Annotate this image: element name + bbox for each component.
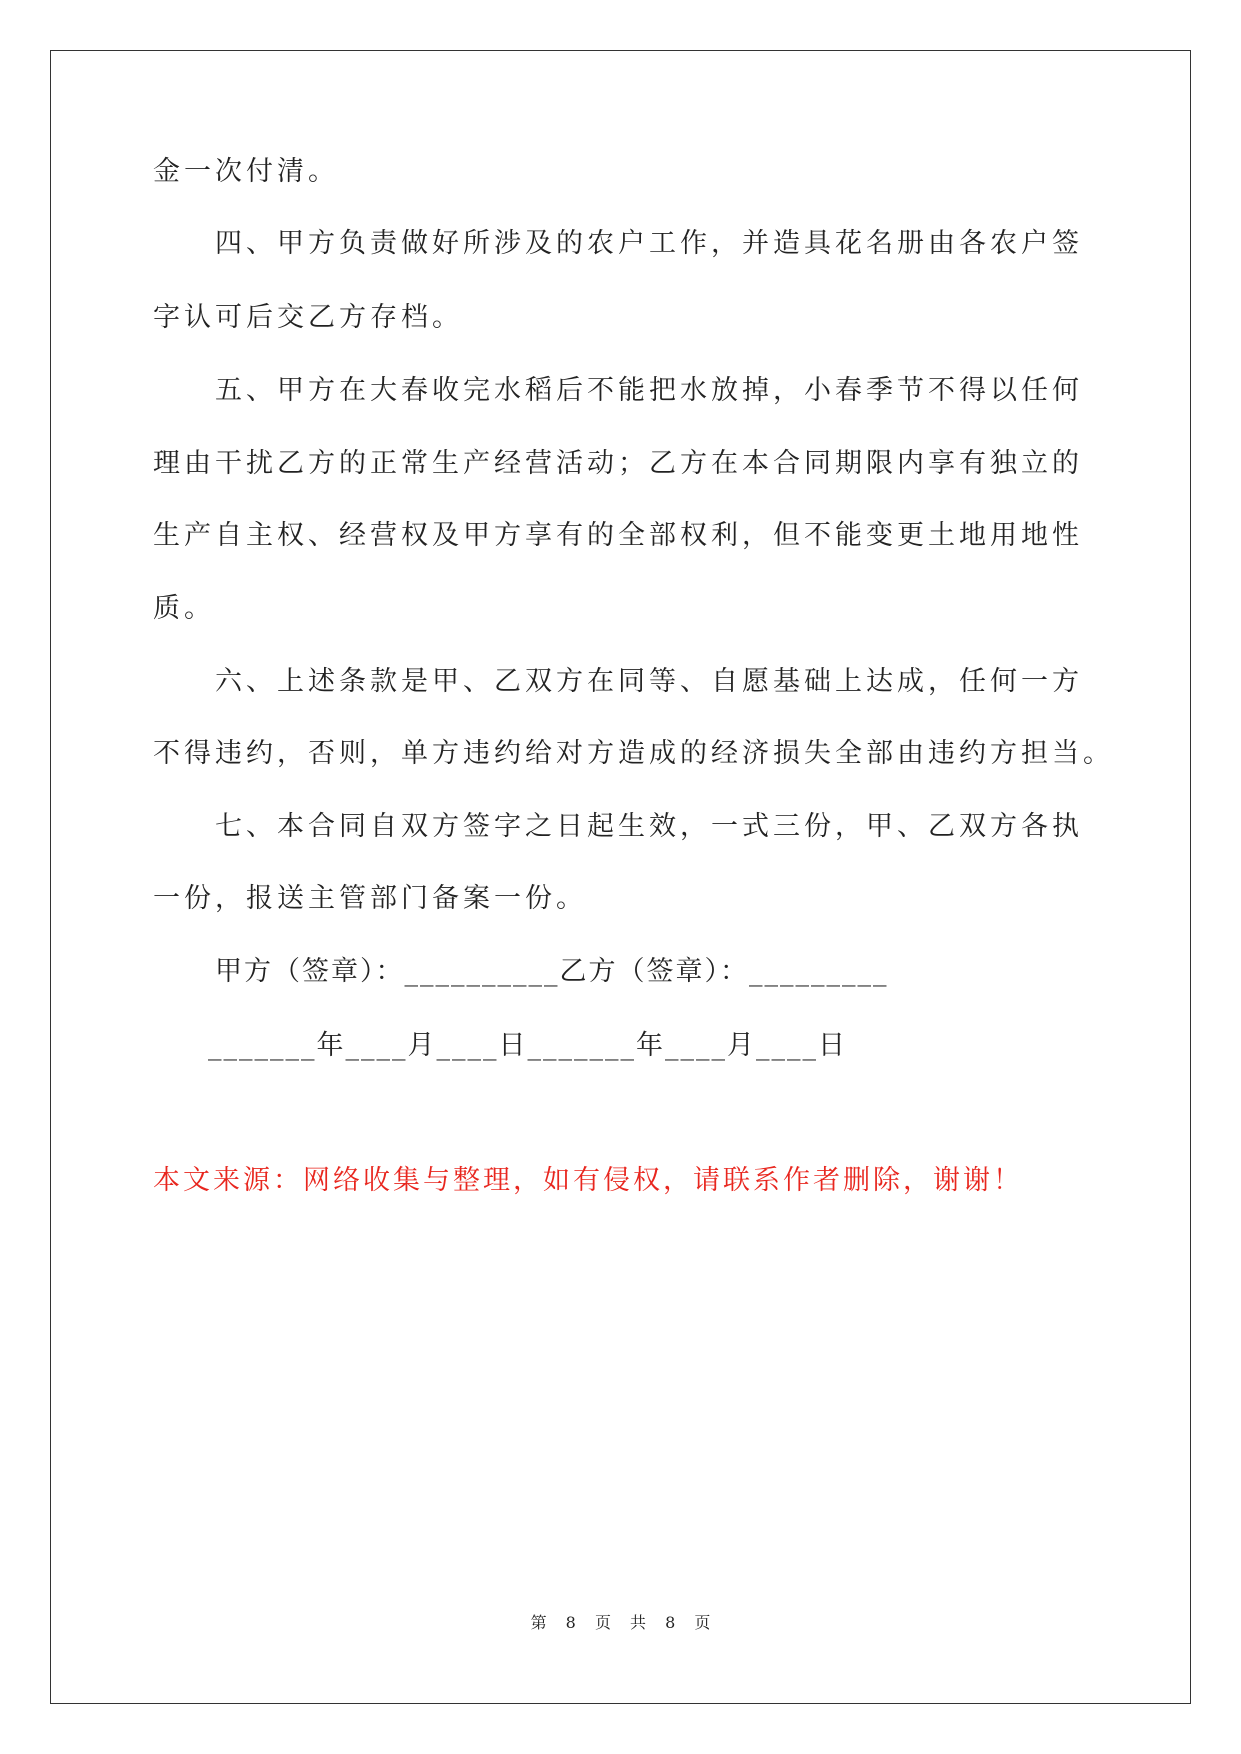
page-border	[50, 50, 1191, 1704]
clause-seven-line: 一份，报送主管部门备案一份。	[153, 883, 587, 914]
clause-five-line: 理由干扰乙方的正常生产经营活动；乙方在本合同期限内享有独立的	[153, 448, 1083, 479]
clause-seven-line: 七、本合同自双方签字之日起生效，一式三份，甲、乙双方各执	[215, 811, 1083, 842]
clause-five-line: 生产自主权、经营权及甲方享有的全部权利，但不能变更土地用地性	[153, 520, 1083, 551]
paragraph-line: 金一次付清。	[153, 156, 339, 187]
date-line: _______年____月____日_______年____月____日	[208, 1030, 847, 1061]
clause-six-line: 六、上述条款是甲、乙双方在同等、自愿基础上达成，任何一方	[215, 666, 1083, 697]
page-number: 第 8 页 共 8 页	[530, 1613, 711, 1632]
signature-line: 甲方（签章）：__________乙方（签章）：_________	[215, 956, 889, 987]
clause-four-line: 字认可后交乙方存档。	[153, 302, 463, 333]
copyright-notice: 本文来源：网络收集与整理，如有侵权，请联系作者删除，谢谢！	[153, 1165, 1023, 1196]
clause-six-line: 不得违约，否则，单方违约给对方造成的经济损失全部由违约方担当。	[153, 738, 1114, 769]
clause-five-line: 质。	[153, 593, 215, 624]
clause-five-line: 五、甲方在大春收完水稻后不能把水放掉，小春季节不得以任何	[215, 375, 1083, 406]
clause-four-line: 四、甲方负责做好所涉及的农户工作，并造具花名册由各农户签	[215, 228, 1083, 259]
